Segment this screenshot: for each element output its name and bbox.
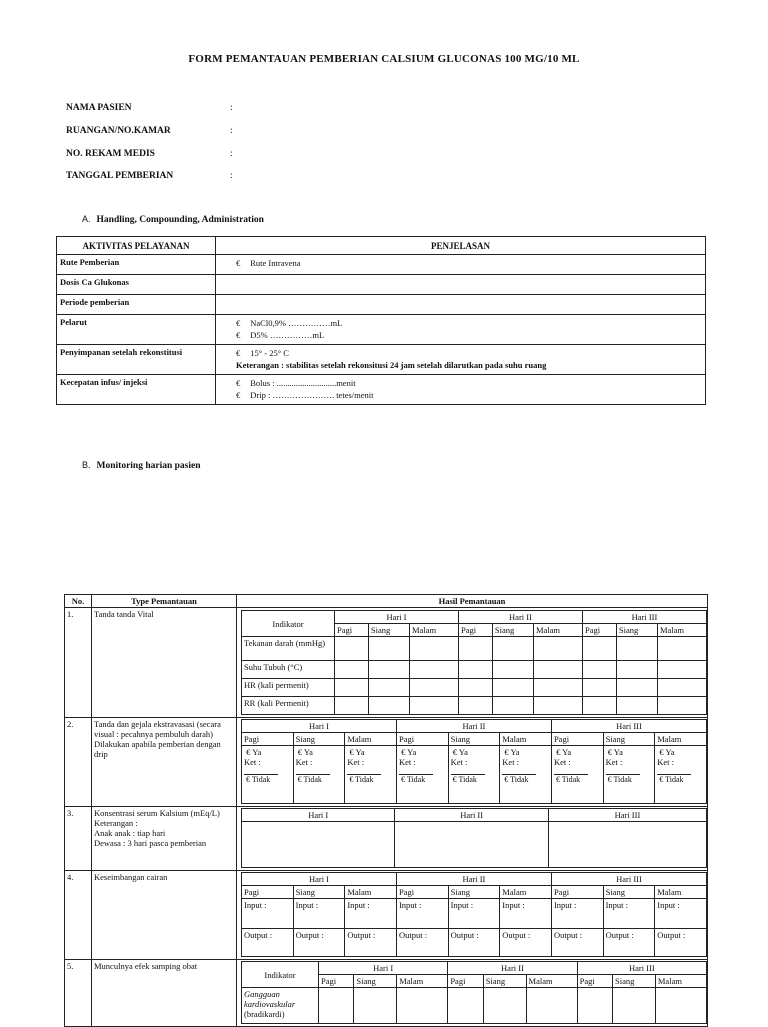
type-label: Tanda tanda Vital <box>92 608 237 718</box>
input-cell[interactable]: Input : <box>396 899 448 929</box>
header-no: No. <box>65 595 92 608</box>
entry-cell[interactable] <box>395 822 548 868</box>
day-header: Hari III <box>548 809 706 822</box>
shift-header: Siang <box>293 886 345 899</box>
shift-header: Malam <box>397 975 448 988</box>
indicator-label: Tekanan darah (mmHg) <box>242 637 335 661</box>
shift-header: Siang <box>603 886 655 899</box>
output-cell[interactable]: Output : <box>500 929 552 957</box>
entry-cell[interactable] <box>492 679 533 697</box>
type-label: Tanda dan gejala ekstravasasi (secara visual : pecahnya pembuluh darah) Dilakukan apabila pemberian dengan drip <box>92 718 237 807</box>
day-header: Hari I <box>242 720 397 733</box>
day-header: Hari I <box>335 611 459 624</box>
row-label-kecepatan: Kecepatan infus/ injeksi <box>57 375 216 405</box>
day-header: Hari I <box>319 962 448 975</box>
checkbox-icon[interactable]: € <box>246 775 250 784</box>
ya-tidak-cell[interactable]: € Ya Ket : € Tidak <box>500 746 552 804</box>
shift-header: Pagi <box>448 975 483 988</box>
shift-header: Malam <box>533 624 582 637</box>
entry-cell[interactable] <box>458 679 492 697</box>
entry-cell[interactable] <box>354 988 397 1024</box>
entry-cell[interactable] <box>613 988 656 1024</box>
option-drip[interactable]: € Drip : …………………. tetes/menit <box>236 390 374 400</box>
row-number: 3. <box>65 807 92 871</box>
entry-cell[interactable] <box>533 679 582 697</box>
day-header: Hari II <box>448 962 577 975</box>
label-rekam-medis: NO. REKAM MEDIS <box>66 149 155 159</box>
extravasation-grid <box>241 719 707 804</box>
shift-header: Pagi <box>396 733 448 746</box>
entry-cell[interactable] <box>368 661 409 679</box>
input-cell[interactable]: Input : <box>603 899 655 929</box>
shift-header: Malam <box>526 975 577 988</box>
periode-value-cell[interactable] <box>216 295 706 315</box>
day-header: Hari I <box>242 809 395 822</box>
serum-calcium-grid <box>241 808 707 868</box>
checkbox-icon[interactable]: € <box>297 747 303 757</box>
output-cell[interactable]: Output : <box>655 929 707 957</box>
input-cell[interactable]: Input : <box>500 899 552 929</box>
dosis-value-cell[interactable] <box>216 275 706 295</box>
day-header: Hari II <box>395 809 548 822</box>
input-cell[interactable]: Input : <box>655 899 707 929</box>
entry-cell[interactable] <box>616 679 657 697</box>
entry-cell[interactable] <box>458 661 492 679</box>
checkbox-icon[interactable]: € <box>236 378 241 388</box>
entry-cell[interactable] <box>335 637 369 661</box>
indicator-label: Suhu Tubuh (°C) <box>242 661 335 679</box>
type-label: Keseimbangan cairan <box>92 871 237 960</box>
entry-cell[interactable] <box>548 822 706 868</box>
shift-header: Siang <box>354 975 397 988</box>
form-title: FORM PEMANTAUAN PEMBERIAN CALSIUM GLUCONAS 100 MG/10 ML <box>188 53 580 65</box>
shift-header: Pagi <box>577 975 612 988</box>
checkbox-icon[interactable]: € <box>236 348 241 358</box>
entry-cell[interactable] <box>409 661 458 679</box>
checkbox-icon[interactable]: € <box>349 775 354 784</box>
day-header: Hari III <box>582 611 706 624</box>
vital-signs-grid <box>241 610 707 715</box>
section-b-heading <box>82 460 201 471</box>
shift-header: Pagi <box>319 975 354 988</box>
entry-cell[interactable] <box>657 697 706 715</box>
entry-cell[interactable] <box>616 697 657 715</box>
header-type: Type Pemantauan <box>92 595 237 608</box>
checkbox-icon[interactable]: € <box>236 258 241 268</box>
row-label-penyimpanan: Penyimpanan setelah rekonstitusi <box>57 345 216 375</box>
row-label-pelarut: Pelarut <box>57 315 216 345</box>
row-number: 1. <box>65 608 92 718</box>
entry-cell[interactable] <box>657 661 706 679</box>
input-cell[interactable]: Input : <box>448 899 500 929</box>
header-aktivitas: AKTIVITAS PELAYANAN <box>57 237 216 255</box>
entry-cell[interactable] <box>335 661 369 679</box>
entry-cell[interactable] <box>533 697 582 715</box>
entry-cell[interactable] <box>577 988 612 1024</box>
shift-header: Malam <box>500 886 552 899</box>
shift-header: Pagi <box>242 886 294 899</box>
indicator-label: Gangguan kardiovaskular (bradikardi) <box>242 988 319 1024</box>
shift-header: Siang <box>616 624 657 637</box>
type-label: Munculnya efek samping obat <box>92 960 237 1027</box>
ya-tidak-cell[interactable]: € Ya Ket : € Tidak <box>448 746 500 804</box>
shift-header: Malam <box>655 975 706 988</box>
shift-header: Pagi <box>582 624 616 637</box>
shift-header: Pagi <box>458 624 492 637</box>
entry-cell[interactable] <box>368 679 409 697</box>
option-d5[interactable]: € D5% ……………mL <box>236 330 325 340</box>
type-label: Konsentrasi serum Kalsium (mEq/L) Keterangan : Anak anak : tiap hari Dewasa : 3 hari pasca pemberian <box>92 807 237 871</box>
day-header: Hari III <box>551 720 706 733</box>
entry-cell[interactable] <box>319 988 354 1024</box>
input-cell[interactable]: Input : <box>293 899 345 929</box>
day-header: Hari III <box>551 873 706 886</box>
checkbox-icon[interactable]: € <box>452 747 457 757</box>
entry-cell[interactable] <box>242 822 395 868</box>
shift-header: Malam <box>655 886 707 899</box>
option-nacl[interactable]: € NaCl0,9% ……………mL <box>236 318 343 328</box>
entry-cell[interactable] <box>533 637 582 661</box>
shift-header: Siang <box>448 733 500 746</box>
entry-cell[interactable] <box>458 697 492 715</box>
header-hasil: Hasil Pemantauan <box>237 595 708 608</box>
row-label-rute: Rute Pemberian <box>57 255 216 275</box>
entry-cell[interactable] <box>616 637 657 661</box>
checkbox-icon[interactable]: € <box>504 775 509 784</box>
ya-tidak-cell[interactable]: € Ya Ket : € Tidak <box>293 746 345 804</box>
ya-tidak-cell[interactable]: € Ya Ket : € Tidak <box>345 746 397 804</box>
section-b-title: Monitoring harian pasien <box>96 461 201 471</box>
entry-cell[interactable] <box>368 697 409 715</box>
label-nama-pasien: NAMA PASIEN <box>66 103 132 113</box>
checkbox-icon[interactable]: € <box>236 390 241 400</box>
checkbox-icon[interactable]: € <box>452 775 457 784</box>
output-cell[interactable]: Output : <box>448 929 500 957</box>
handling-table <box>56 236 706 405</box>
entry-cell[interactable] <box>397 988 448 1024</box>
shift-header: Siang <box>613 975 656 988</box>
checkbox-icon[interactable]: € <box>556 747 561 757</box>
shift-header: Siang <box>448 886 500 899</box>
entry-cell[interactable] <box>657 679 706 697</box>
shift-header: Malam <box>500 733 552 746</box>
shift-header: Pagi <box>551 733 603 746</box>
option-rute-intravena[interactable]: € Rute Intravena <box>236 258 301 268</box>
option-suhu[interactable]: € 15° - 25° C <box>236 348 289 358</box>
section-a-title: Handling, Compounding, Administration <box>96 215 264 225</box>
colon: : <box>230 103 233 113</box>
label-tanggal: TANGGAL PEMBERIAN <box>66 171 174 181</box>
shift-header: Siang <box>603 733 655 746</box>
shift-header: Malam <box>409 624 458 637</box>
indicator-label: RR (kali Permenit) <box>242 697 335 715</box>
output-cell[interactable]: Output : <box>345 929 397 957</box>
day-header: Hari II <box>396 720 551 733</box>
entry-cell[interactable] <box>492 697 533 715</box>
input-cell[interactable]: Input : <box>551 899 603 929</box>
input-cell[interactable]: Input : <box>345 899 397 929</box>
entry-cell[interactable] <box>458 637 492 661</box>
indikator-header: Indikator <box>242 962 319 988</box>
day-header: Hari II <box>458 611 582 624</box>
row-number: 4. <box>65 871 92 960</box>
ya-tidak-cell[interactable]: € Ya Ket : € Tidak <box>396 746 448 804</box>
entry-cell[interactable] <box>582 697 616 715</box>
entry-cell[interactable] <box>335 679 369 697</box>
shift-header: Malam <box>657 624 706 637</box>
shift-header: Malam <box>655 733 707 746</box>
shift-header: Siang <box>483 975 526 988</box>
entry-cell[interactable] <box>582 679 616 697</box>
monitoring-table <box>64 594 708 1027</box>
entry-cell[interactable] <box>448 988 483 1024</box>
checkbox-icon[interactable]: € <box>246 747 251 757</box>
row-label-periode: Periode pemberian <box>57 295 216 315</box>
entry-cell[interactable] <box>335 697 369 715</box>
checkbox-icon[interactable]: € <box>236 330 241 340</box>
shift-header: Malam <box>345 886 397 899</box>
entry-cell[interactable] <box>483 988 526 1024</box>
entry-cell[interactable] <box>409 679 458 697</box>
shift-header: Pagi <box>551 886 603 899</box>
entry-cell[interactable] <box>582 661 616 679</box>
entry-cell[interactable] <box>492 637 533 661</box>
colon: : <box>230 126 233 136</box>
checkbox-icon[interactable]: € <box>607 775 612 784</box>
entry-cell[interactable] <box>409 697 458 715</box>
side-effects-grid <box>241 961 707 1024</box>
day-header: Hari III <box>577 962 706 975</box>
entry-cell[interactable] <box>409 637 458 661</box>
output-cell[interactable]: Output : <box>551 929 603 957</box>
checkbox-icon[interactable]: € <box>607 747 612 757</box>
checkbox-icon[interactable]: € <box>659 747 664 757</box>
entry-cell[interactable] <box>492 661 533 679</box>
indikator-header: Indikator <box>242 611 335 637</box>
output-cell[interactable]: Output : <box>396 929 448 957</box>
section-a-number: A. <box>82 214 91 224</box>
checkbox-icon[interactable]: € <box>401 747 406 757</box>
entry-cell[interactable] <box>533 661 582 679</box>
output-cell[interactable]: Output : <box>293 929 345 957</box>
row-number: 2. <box>65 718 92 807</box>
shift-header: Siang <box>492 624 533 637</box>
entry-cell[interactable] <box>368 637 409 661</box>
checkbox-icon[interactable]: € <box>297 775 302 784</box>
row-label-dosis: Dosis Ca Glukonas <box>57 275 216 295</box>
shift-header: Malam <box>345 733 397 746</box>
checkbox-icon[interactable]: € <box>659 775 664 784</box>
option-bolus[interactable]: € Bolus : ............................menit <box>236 378 356 388</box>
colon: : <box>230 149 233 159</box>
colon: : <box>230 171 233 181</box>
entry-cell[interactable] <box>616 661 657 679</box>
day-header: Hari II <box>396 873 551 886</box>
header-penjelasan: PENJELASAN <box>216 237 706 255</box>
output-cell[interactable]: Output : <box>603 929 655 957</box>
entry-cell[interactable] <box>657 637 706 661</box>
checkbox-icon[interactable]: € <box>555 775 560 784</box>
ya-tidak-cell[interactable]: € Ya Ket : € Tidak <box>242 746 294 804</box>
day-header: Hari I <box>242 873 397 886</box>
shift-header: Siang <box>368 624 409 637</box>
checkbox-icon[interactable]: € <box>504 747 509 757</box>
entry-cell[interactable] <box>655 988 706 1024</box>
fluid-balance-grid <box>241 872 707 957</box>
label-ruangan: RUANGAN/NO.KAMAR <box>66 126 171 136</box>
shift-header: Pagi <box>242 733 294 746</box>
indicator-label: HR (kali permenit) <box>242 679 335 697</box>
entry-cell[interactable] <box>582 637 616 661</box>
output-cell[interactable]: Output : <box>242 929 294 957</box>
row-number: 5. <box>65 960 92 1027</box>
input-cell[interactable]: Input : <box>242 899 294 929</box>
shift-header: Pagi <box>335 624 369 637</box>
entry-cell[interactable] <box>526 988 577 1024</box>
shift-header: Pagi <box>396 886 448 899</box>
ya-tidak-cell[interactable]: € Ya Ket : € Tidak <box>551 746 603 804</box>
section-b-number: B. <box>82 460 91 470</box>
keterangan-stabilitas: Keterangan : stabilitas setelah rekonsitusi 24 jam setelah dilarutkan pada suhu ruang <box>236 360 547 370</box>
section-a-heading <box>82 214 264 225</box>
shift-header: Siang <box>293 733 345 746</box>
checkbox-icon[interactable]: € <box>400 775 405 784</box>
checkbox-icon[interactable]: € <box>236 318 241 328</box>
ya-tidak-cell[interactable]: € Ya Ket : € Tidak <box>603 746 655 804</box>
checkbox-icon[interactable]: € <box>349 747 354 757</box>
ya-tidak-cell[interactable]: € Ya Ket : € Tidak <box>655 746 707 804</box>
